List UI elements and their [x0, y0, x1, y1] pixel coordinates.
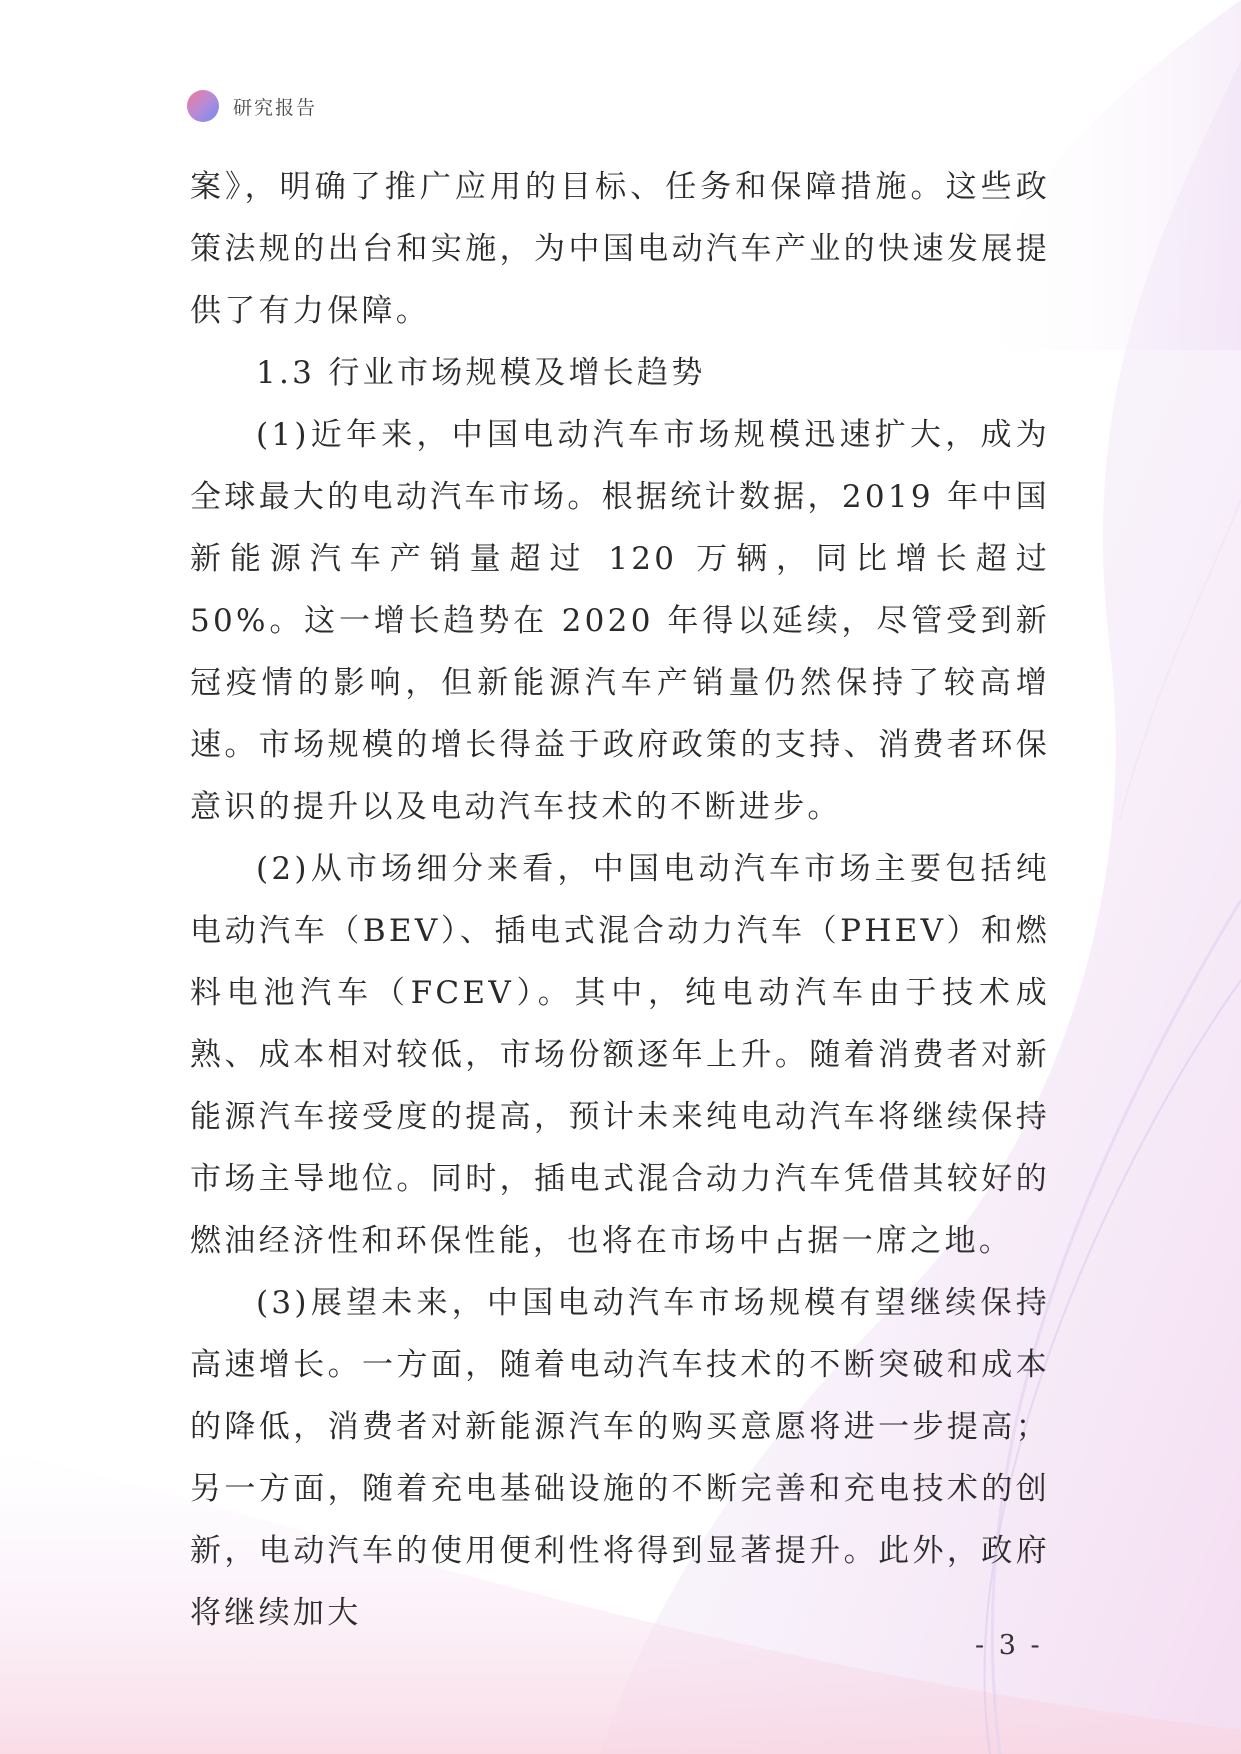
paragraph-1: (1)近年来，中国电动汽车市场规模迅速扩大，成为全球最大的电动汽车市场。根据统计数据，2019 年中国新能源汽车产销量超过 120 万辆，同比增长超过 50%。这一增长趋势在 2020 年得以延续，尽管受到新冠疫情的影响，但新能源汽车产销量仍然保持了较高增速。市场规模的增长得益于政府政策的支持、消费者环保意识的提升以及电动汽车技术的不断进步。: [190, 417, 1050, 825]
page-number: - 3 -: [975, 1630, 1043, 1661]
logo-icon: [187, 90, 219, 122]
paragraph-3: (3)展望未来，中国电动汽车市场规模有望继续保持高速增长。一方面，随着电动汽车技术的不断突破和成本的降低，消费者对新能源汽车的购买意愿将进一步提高；另一方面，随着充电基础设施的不断完善和充电技术的创新，电动汽车的使用便利性将得到显著提升。此外，政府将继续加大: [190, 1285, 1050, 1631]
report-header: [187, 90, 317, 122]
section-heading: 1.3 行业市场规模及增长趋势: [256, 355, 706, 391]
paragraph-continuation: 案》，明确了推广应用的目标、任务和保障措施。这些政策法规的出台和实施，为中国电动汽车产业的快速发展提供了有力保障。: [190, 169, 1050, 329]
document-body: [190, 156, 1050, 1644]
paragraph-2: (2)从市场细分来看，中国电动汽车市场主要包括纯电动汽车（BEV）、插电式混合动力汽车（PHEV）和燃料电池汽车（FCEV）。其中，纯电动汽车由于技术成熟、成本相对较低，市场份额逐年上升。随着消费者对新能源汽车接受度的提高，预计未来纯电动汽车将继续保持市场主导地位。同时，插电式混合动力汽车凭借其较好的燃油经济性和环保性能，也将在市场中占据一席之地。: [190, 851, 1050, 1259]
header-title: 研究报告: [233, 96, 318, 119]
